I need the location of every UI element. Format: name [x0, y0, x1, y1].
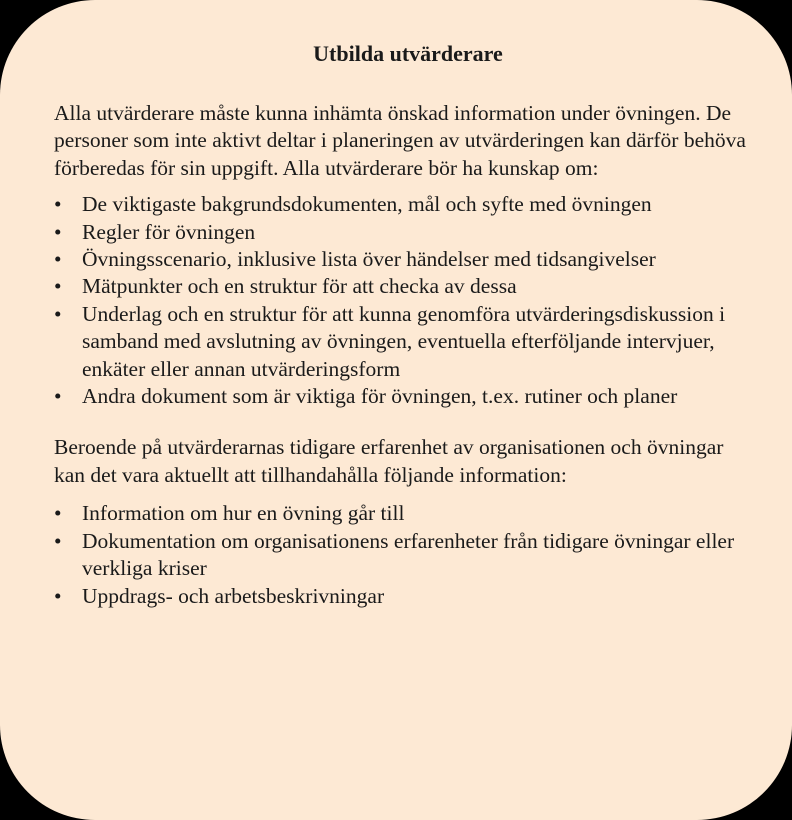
list-item-text: Underlag och en struktur för att kunna genomföra utvärderingsdiskussion i samband med avslutning av övningen, eventuella efterföljande intervjuer, enkäter eller annan utvärderingsform — [82, 301, 726, 381]
list-item-text: De viktigaste bakgrundsdokumenten, mål och syfte med övningen — [82, 192, 652, 217]
bullet-icon: • — [54, 583, 62, 608]
second-paragraph: Beroende på utvärderarnas tidigare erfarenhet av organisationen och övningar kan det vara aktuellt att tillhandahålla följande information: — [54, 435, 724, 487]
bullet-icon: • — [54, 219, 62, 244]
bullet-icon: • — [54, 192, 62, 217]
list-item-text: Andra dokument som är viktiga för övningen, t.ex. rutiner och planer — [82, 384, 678, 409]
list-item-text: Mätpunkter och en struktur för att checka av dessa — [82, 274, 517, 299]
list-item — [54, 273, 752, 300]
list-item-text: Information om hur en övning går till — [82, 501, 405, 526]
list-item — [54, 383, 752, 410]
list-item — [54, 528, 752, 583]
info-list — [54, 500, 752, 610]
bullet-icon: • — [54, 384, 62, 409]
list-item-text: Övningsscenario, inklusive lista över händelser med tidsangivelser — [82, 247, 656, 272]
bullet-icon: • — [54, 528, 62, 553]
list-item — [54, 191, 752, 218]
intro-paragraph: Alla utvärderare måste kunna inhämta önskad information under övningen. De personer som inte aktivt deltar i planeringen av utvärderingen kan därför behöva förberedas för sin uppgift. Alla utvärderare bör ha kunskap om: — [54, 101, 746, 180]
bullet-icon: • — [54, 274, 62, 299]
list-item-text: Uppdrags- och arbetsbeskrivningar — [82, 583, 385, 608]
box-title: Utbilda utvärderare — [313, 41, 503, 66]
list-item-text: Dokumentation om organisationens erfarenheter från tidigare övningar eller verkliga kriser — [82, 528, 735, 581]
list-item — [54, 583, 752, 610]
bullet-icon: • — [54, 501, 62, 526]
list-item — [54, 219, 752, 246]
list-item — [54, 301, 752, 383]
knowledge-list — [54, 191, 752, 410]
bullet-icon: • — [54, 247, 62, 272]
list-item-text: Regler för övningen — [82, 219, 256, 244]
bullet-icon: • — [54, 301, 62, 326]
list-item — [54, 500, 752, 527]
list-item — [54, 246, 752, 273]
